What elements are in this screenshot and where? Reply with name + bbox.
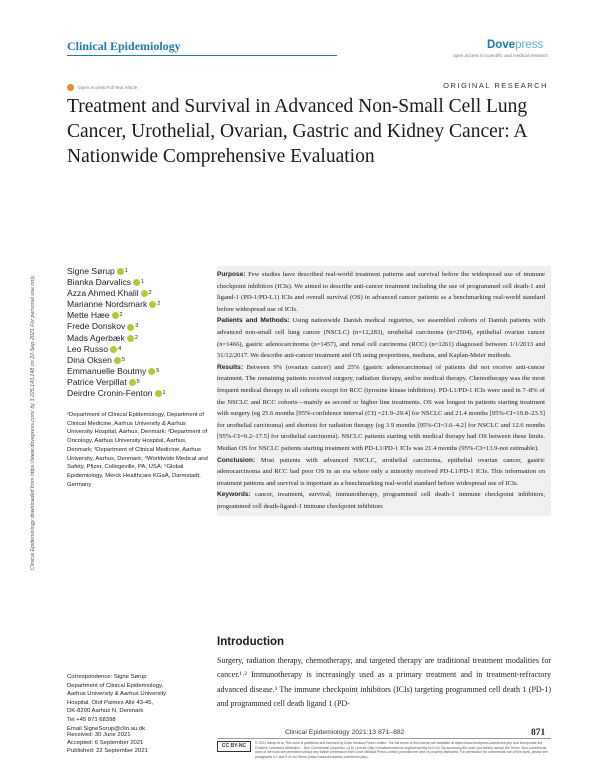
author-entry [67, 277, 207, 288]
author-name: Azza Ahmed Khalil [67, 288, 139, 299]
author-name: Mette Hæe [67, 310, 110, 321]
author-name: Leo Russo [67, 343, 109, 354]
purpose-label: Purpose: [217, 271, 246, 278]
author-entry [67, 333, 207, 344]
introduction-text: Surgery, radiation therapy, chemotherapy, and targeted therapy are traditional treatment modalities for cancer.¹˒² Immunotherapy is increasingly used as a primary treatment and in treatment-refractory advanced disease.³ The immune checkpoint inhibitors (ICIs) targeting programmed cell death 1 (PD-1) and programmed cell death ligand 1 (PD- [217, 656, 551, 708]
download-watermark [30, 150, 44, 570]
author-name: Deirdre Cronin-Fenton [67, 388, 153, 399]
author-entry [67, 355, 207, 366]
abstract-keywords [217, 489, 551, 512]
keywords-label: Keywords: [217, 491, 251, 499]
abstract-results [217, 362, 551, 455]
author-affiliation-marker: 3 [135, 323, 139, 330]
author-affiliation-marker: 4 [118, 345, 122, 352]
conclusion-label: Conclusion: [217, 456, 256, 464]
author-name: Bianka Darvalics [67, 277, 131, 288]
article-dates [67, 731, 209, 756]
author-entry [67, 377, 207, 388]
author-entry [67, 288, 207, 299]
publisher-tagline: open access to scientific and medical research [453, 53, 548, 58]
orcid-icon[interactable] [127, 335, 134, 342]
abstract-box [217, 266, 551, 516]
orcid-icon[interactable] [133, 279, 140, 286]
orcid-icon[interactable] [149, 301, 156, 308]
methods-text: Using nationwide Danish medical registries, we assembled cohorts of Danish patients with advanced non-small cell lung cancer (NSCLC) (n=12,283), urothelial carcinoma (n=2504), epithelial ovarian cancer (n=1466), gastric adenocarcinoma (n=1457), and renal cell carcinoma (RCC) (n=1261) diagnosed between 1/1/2013 and 31/12/2017. We describe anti-cancer treatment and OS using proportions, medians, and Kaplan-Meier methods. [217, 317, 545, 360]
date-received: Received: 30 June 2021 [67, 732, 131, 738]
orcid-icon[interactable] [129, 379, 136, 386]
author-affiliation-marker: 1 [141, 279, 145, 286]
open-access-label: Open Access Full Text Article [78, 85, 138, 90]
orcid-icon[interactable] [114, 357, 121, 364]
footer-citation: Clinical Epidemiology 2021:13 871–882 [285, 729, 405, 736]
orcid-icon[interactable] [148, 368, 155, 375]
journal-name: Clinical Epidemiology [67, 39, 181, 53]
author-entry [67, 299, 207, 310]
correspondence [67, 673, 209, 733]
cc-license-icon[interactable]: CC BY-NC [217, 741, 251, 752]
orcid-icon[interactable] [141, 290, 148, 297]
license-text: © 2021 Sørup et al. This work is published and licensed by Dove Medical Press Limited. The full terms of this license are available at https://www.dovepress.com/terms.php and incorporate the Creative Commons Attribution – Non Commercial (unported, v3.0) License (http://creativecommons.org/licenses/by-nc/3.0/). By accessing the work you hereby accept the Terms. Non-commercial uses of the work are permitted without any further permission from Dove Medical Press Limited, provided the work is properly attributed. For permission for commercial use of this work, please see paragraphs 4.2 and 5 of our Terms (https://www.dovepress.com/terms.php). [255, 741, 549, 759]
author-name: Emmanuelle Boutmy [67, 365, 147, 376]
orcid-icon[interactable] [110, 346, 117, 353]
purpose-text: Few studies have described real-world treatment patterns and survival before the widespread use of immune checkpoint inhibitors (ICIs). We aimed to describe anti-cancer treatment including the use of programmed cell death-1 and ligand-1 (PD-1/PD-L1) ICIs and overall survival (OS) in advanced cancer patients as a benchmarking real-world standard before widespread use of ICIs. [217, 271, 545, 313]
abstract-methods [217, 315, 551, 361]
author-affiliation-marker: 2 [134, 334, 138, 341]
affiliations: ¹Department of Clinical Epidemiology, Department of Clinical Medicine, Aarhus University & Aarhus University Hospital, Aarhus, Denmark; ²Department of Oncology, Aarhus University Hospital, Aarhus, Denmark; ³Department of Clinical Medicine, Aarhus University, Aarhus, Denmark; ⁴Worldwide Medical and Safety, Pfizer, Collegeville, PA, USA; ⁵Global Epidemiology, Merck Healthcare KGaA, Darmstadt, Germany [67, 412, 208, 488]
correspondence-line: Aarhus University & Aarhus University [67, 691, 167, 698]
author-name: Signe Sørup [67, 266, 115, 276]
conclusion-text: Most patients with advanced NSCLC, urothelial carcinoma, epithelial ovarian cancer, gastric adenocarcinoma and RCC had poor OS in an era where only a minority received PD-L1/PD-1 ICIs. This information on treatment patterns and survival is important as a benchmarking real-world standard before widespread use of ICIs. [217, 456, 545, 487]
author-affiliation-marker: 5 [121, 356, 125, 363]
author-list [67, 266, 207, 399]
results-label: Results: [217, 363, 244, 371]
author-name: Dina Oksen [67, 354, 112, 365]
orcid-icon[interactable] [117, 268, 124, 275]
correspondence-label: Correspondence: Signe Sørup [67, 674, 147, 680]
author-affiliation-marker: 1 [162, 390, 166, 397]
license-block [217, 741, 551, 759]
correspondence-line: Hospital, Olof Palmes Allé 43-45, [67, 699, 154, 706]
author-affiliation-marker: 2 [157, 301, 161, 308]
open-access-icon [67, 84, 74, 91]
author-affiliation-marker: 5 [136, 378, 140, 385]
methods-label: Patients and Methods: [217, 317, 290, 325]
results-text: Between 9% (ovarian cancer) and 25% (gastric adenocarcinoma) of patients did not receive anti-cancer treatment. The remaining patients received surgery, radiation therapy, and/or medical therapy. Chemotherapy was the most frequent medical therapy in all cohorts except for RCC (tyrosine kinase inhibitors). PD-L1/PD-1 ICIs were used in 7–8% of the NSCLC and RCC cohorts—mainly as second or higher line treatments. OS was longest in patients starting treatment with surgery (eg 25.6 months [95%-confidence interval (CI) =21.9–29.4] for NSCLC and 21.4 months [95%-CI=19.8–23.5] for urothelial carcinoma) and shortest for radiation therapy (eg 3.9 months [95%-CI=3.6–4.2] for NSCLC and 12.6 months [95%-CI=9.2–17.5] for urothelial carcinoma). NSCLC patients starting with medical therapy had OS between these limits. Median OS for NSCLC patients starting treatment with PD-L1/PD-1 ICIs was 21.4 months (95%-CI=13.9-not estimable). [217, 363, 546, 452]
author-name: Mads Agerbæk [67, 332, 125, 343]
article-title: Treatment and Survival in Advanced Non-Small Cell Lung Cancer, Urothelial, Ovarian, Gastric and Kidney Cancer: A Nationwide Comprehensive Evaluation [67, 96, 528, 167]
author-affiliation-marker: 5 [156, 367, 160, 374]
author-affiliation-marker: 2 [148, 290, 152, 297]
introduction-heading: Introduction [217, 636, 285, 648]
orcid-icon[interactable] [127, 324, 134, 331]
publisher-light: press [515, 39, 544, 51]
author-entry [67, 266, 207, 277]
header-divider [67, 55, 337, 56]
author-name: Frede Donskov [67, 321, 126, 332]
author-entry [67, 344, 207, 355]
correspondence-email[interactable]: Email SigneSorup@clin.au.dk [67, 725, 146, 732]
abstract-purpose [217, 269, 551, 315]
author-entry [67, 321, 207, 332]
open-access-badge [67, 84, 137, 91]
orcid-icon[interactable] [112, 312, 119, 319]
download-watermark-text: Clinical Epidemiology downloaded from https://www.dovepress.com/ by 3.225.143.148 on 22-Sep-2021 For personal use only. [30, 274, 36, 570]
author-affiliation-marker: 2 [119, 312, 123, 319]
author-name: Marianne Nordsmark [67, 299, 148, 310]
correspondence-line: Department of Clinical Epidemiology, [67, 682, 164, 689]
correspondence-line: DK-8200 Aarhus N, Denmark [67, 708, 144, 715]
date-accepted: Accepted: 6 September 2021 [67, 740, 144, 747]
article-type: ORIGINAL RESEARCH [443, 81, 548, 90]
publisher-logo[interactable] [487, 39, 543, 51]
date-published: Published: 22 September 2021 [67, 748, 148, 755]
author-affiliation-marker: 1 [124, 268, 128, 274]
author-entry [67, 388, 207, 399]
page-number: 871 [531, 728, 546, 738]
author-entry [67, 366, 207, 377]
keywords-text: cancer, treatment, survival, immunotherapy, programmed cell death-1 immune checkpoint inhibitors, programmed cell death-ligand-1 immune checkpoint inhibitors [217, 491, 545, 510]
abstract-conclusion [217, 455, 551, 490]
publisher-bold: Dove [487, 39, 516, 51]
footer-divider [217, 738, 551, 739]
orcid-icon[interactable] [155, 390, 162, 397]
author-name: Patrice Verpillat [67, 376, 127, 387]
correspondence-phone: Tel +45 871 68398 [67, 716, 116, 723]
author-entry [67, 310, 207, 321]
